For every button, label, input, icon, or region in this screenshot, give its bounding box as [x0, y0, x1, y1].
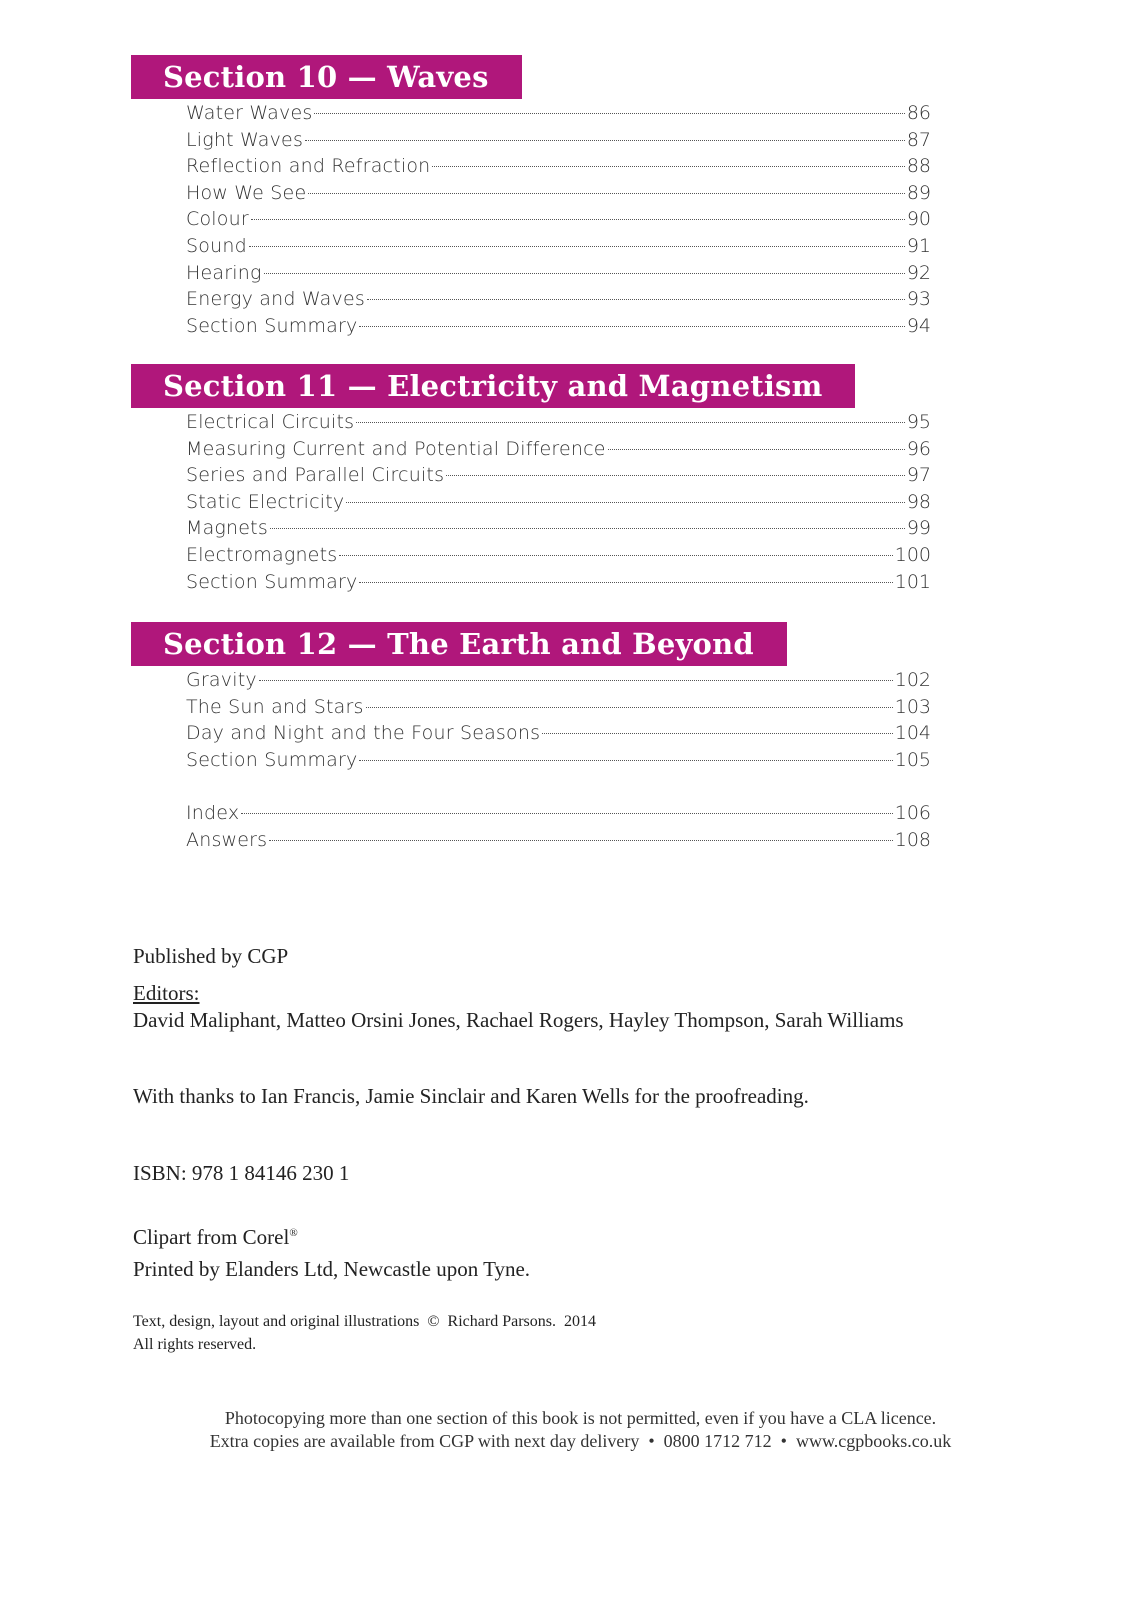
toc-entry[interactable] [186, 669, 931, 696]
toc-entry-page: 87 [906, 128, 931, 151]
toc-entry-title: Colour [186, 208, 249, 231]
toc-list [186, 669, 931, 856]
dot-leader [269, 840, 892, 841]
toc-entry-title: Electrical Circuits [186, 411, 355, 433]
toc-entry-title: Reflection and Refraction [186, 155, 431, 178]
dot-leader [305, 140, 905, 141]
dot-leader [270, 528, 905, 529]
toc-entry-title: Static Electricity [186, 490, 345, 513]
dot-leader [308, 193, 904, 194]
section-10 [131, 55, 931, 341]
toc-entry[interactable] [186, 102, 931, 129]
toc-entry[interactable] [186, 182, 931, 209]
section-header: Section 11 — Electricity and Magnetism [131, 364, 855, 408]
toc-entry[interactable] [186, 749, 931, 776]
toc-entry-title: Hearing [186, 261, 262, 284]
toc-entry-page: 96 [906, 437, 931, 460]
toc-entry-title: Section Summary [186, 748, 358, 771]
toc-entry[interactable] [186, 722, 931, 749]
toc-entry[interactable] [186, 491, 931, 518]
toc-entry[interactable] [186, 411, 931, 438]
toc-entry-page: 89 [906, 181, 931, 204]
contact-line: Extra copies are available from CGP with next day delivery • 0800 1712 712 • www.cgpbooks.co.uk [209, 1431, 952, 1451]
dot-leader [264, 273, 905, 274]
toc-entry[interactable] [186, 517, 931, 544]
toc-entry-page: 100 [894, 543, 931, 566]
toc-entry-page: 90 [906, 208, 931, 231]
dot-leader [241, 813, 892, 814]
toc-entry-page: 99 [906, 517, 931, 540]
toc-entry-title: Sound [186, 234, 247, 257]
dot-leader [356, 422, 905, 423]
toc-entry-title: Answers [186, 828, 268, 851]
toc-entry-page: 86 [906, 102, 931, 124]
toc-entry[interactable] [186, 208, 931, 235]
toc-entry-page: 95 [906, 411, 931, 433]
spacer [186, 775, 931, 802]
toc-entry[interactable] [186, 235, 931, 262]
toc-entry-title: Gravity [186, 669, 257, 691]
toc-entry-page: 97 [906, 464, 931, 487]
clipart-credit [133, 1225, 298, 1250]
toc-entry[interactable] [186, 262, 931, 289]
toc-entry-title: Series and Parallel Circuits [186, 464, 445, 487]
dot-leader [359, 326, 904, 327]
toc-entry-page: 108 [894, 828, 931, 851]
clipart-text: Clipart from Corel [133, 1225, 290, 1249]
toc-entry-page: 94 [906, 314, 931, 337]
toc-entry-page: 104 [894, 722, 931, 745]
dot-leader [339, 555, 892, 556]
toc-entry-title: Light Waves [186, 128, 304, 151]
toc-entry-title: Section Summary [186, 570, 358, 593]
toc-entry-title: Electromagnets [186, 543, 338, 566]
dot-leader [608, 449, 905, 450]
section-12 [131, 622, 931, 856]
toc-entry-title: Magnets [186, 517, 268, 540]
dot-leader [314, 113, 904, 114]
toc-entry-title: Day and Night and the Four Seasons [186, 722, 541, 745]
thanks-text: With thanks to Ian Francis, Jamie Sinclair and Karen Wells for the proofreading. [133, 1084, 809, 1108]
toc-entry[interactable] [186, 696, 931, 723]
toc-entry-page: 102 [894, 669, 931, 691]
toc-entry-title: Water Waves [186, 102, 313, 124]
section-header: Section 12 — The Earth and Beyond [131, 622, 787, 666]
printer-credit: Printed by Elanders Ltd, Newcastle upon Tyne. [133, 1257, 531, 1281]
toc-entry-title: How We See [186, 181, 307, 204]
toc-entry-page: 88 [906, 155, 931, 178]
photocopy-notice: Photocopying more than one section of this book is not permitted, even if you have a CLA licence. [224, 1408, 937, 1428]
dot-leader [366, 707, 893, 708]
toc-entry-title: The Sun and Stars [186, 695, 364, 718]
toc-entry-title: Index [186, 802, 240, 825]
dot-leader [542, 733, 893, 734]
copyright-notice: Text, design, layout and original illustrations © Richard Parsons. 2014 [133, 1313, 596, 1330]
section-header: Section 10 — Waves [131, 55, 522, 99]
toc-entry-page: 105 [894, 748, 931, 771]
registered-mark: ® [289, 1227, 298, 1239]
toc-entry[interactable] [186, 544, 931, 571]
toc-list [186, 411, 931, 597]
toc-entry-title: Measuring Current and Potential Difference [186, 437, 606, 460]
section-11 [131, 364, 931, 597]
toc-entry[interactable] [186, 288, 931, 315]
rights-notice: All rights reserved. [133, 1336, 257, 1353]
toc-entry-page: 101 [894, 570, 931, 593]
dot-leader [259, 680, 893, 681]
toc-entry[interactable] [186, 438, 931, 465]
toc-entry[interactable] [186, 464, 931, 491]
toc-entry[interactable] [186, 315, 931, 342]
dot-leader [359, 760, 892, 761]
toc-entry-page: 103 [894, 695, 931, 718]
toc-entry[interactable] [186, 129, 931, 156]
toc-entry[interactable] [186, 571, 931, 598]
toc-entry-page: 106 [894, 802, 931, 825]
toc-entry-page: 91 [906, 234, 931, 257]
toc-list [186, 102, 931, 341]
toc-entry-page: 98 [906, 490, 931, 513]
toc-entry[interactable] [186, 155, 931, 182]
dot-leader [367, 299, 905, 300]
dot-leader [249, 246, 905, 247]
toc-entry-answers[interactable] [186, 829, 931, 856]
dot-leader [432, 166, 904, 167]
toc-entry-page: 92 [906, 261, 931, 284]
editors-label: Editors: [133, 981, 200, 1005]
dot-leader [251, 219, 905, 220]
toc-entry-title: Section Summary [186, 314, 358, 337]
dot-leader [446, 475, 905, 476]
toc-entry-page: 93 [906, 288, 931, 311]
toc-entry-title: Energy and Waves [186, 288, 365, 311]
dot-leader [359, 582, 892, 583]
isbn: ISBN: 978 1 84146 230 1 [133, 1161, 350, 1185]
toc-entry-index[interactable] [186, 802, 931, 829]
published-by: Published by CGP [133, 944, 289, 968]
dot-leader [346, 502, 904, 503]
editors-list: David Maliphant, Matteo Orsini Jones, Rachael Rogers, Hayley Thompson, Sarah Williams [133, 1008, 904, 1032]
